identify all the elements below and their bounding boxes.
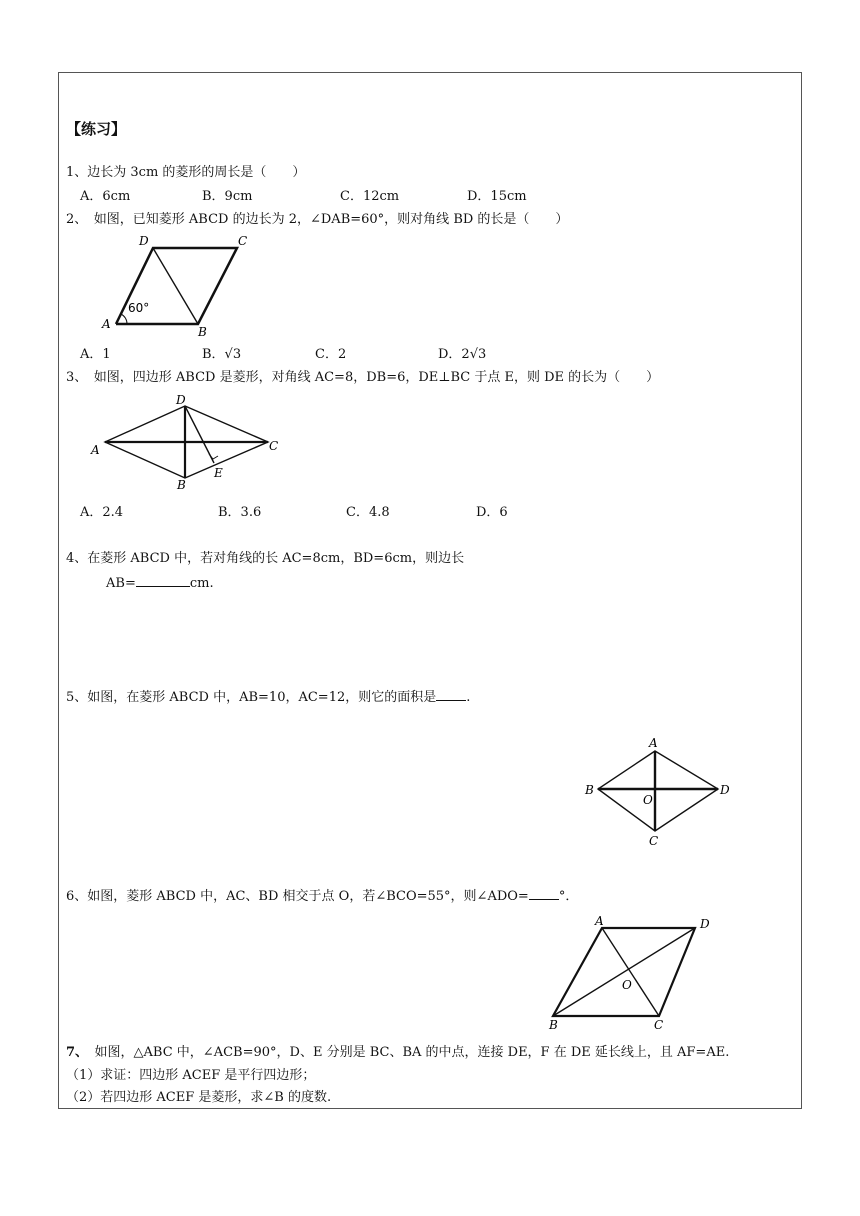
q5-label-b: B xyxy=(585,783,594,797)
q7-number: 7、 xyxy=(66,1045,82,1060)
q2-option-d: D．2√3 xyxy=(438,347,487,362)
q4-text: 4、在菱形 ABCD 中，若对角线的长 AC=8cm，BD=6cm，则边长 xyxy=(66,551,465,566)
q3-text: 3、 如图，四边形 ABCD 是菱形，对角线 AC=8，DB=6，DE⊥BC 于点 E，则 DE 的长为（ ） xyxy=(66,370,660,385)
q5-label-o: O xyxy=(643,793,653,807)
q6-diagonal-ac xyxy=(602,928,659,1016)
q7-text xyxy=(66,1045,729,1061)
q6-diagonal-bd xyxy=(553,928,695,1016)
q5-rhombus xyxy=(598,751,718,831)
q1-option-d: D．15cm xyxy=(467,189,527,204)
q6-label-a: A xyxy=(595,914,604,928)
q4-answer-blank[interactable] xyxy=(136,574,190,587)
q3-option-b: B．3.6 xyxy=(218,505,262,520)
q2-angle-label: 60° xyxy=(128,301,150,315)
q4-prefix: AB= xyxy=(106,576,136,591)
q6-label-d: D xyxy=(700,917,710,931)
q6-suffix: °． xyxy=(558,889,579,904)
q2-angle-arc xyxy=(121,314,127,324)
q2-option-b: B．√3 xyxy=(202,347,242,362)
q5-label-a: A xyxy=(649,736,658,750)
q2-label-c: C xyxy=(238,234,248,248)
q2-label-a: A xyxy=(102,317,111,331)
q3-option-c: C．4.8 xyxy=(346,505,390,520)
q5-answer-blank[interactable] xyxy=(436,688,466,701)
q6-answer-blank[interactable] xyxy=(529,887,559,900)
q5-figure xyxy=(582,737,742,852)
q7-statement: 如图，△ABC 中，∠ACB=90°，D、E 分别是 BC、BA 的中点，连接 DE，F 在 DE 延长线上，且 AF=AE. xyxy=(81,1045,730,1060)
q3-option-a: A．2.4 xyxy=(80,505,124,520)
q1-option-a: A．6cm xyxy=(80,189,131,204)
q1-option-b: B．9cm xyxy=(202,189,253,204)
q5-prefix: 5、如图，在菱形 ABCD 中，AB=10，AC=12，则它的面积是 xyxy=(66,690,437,705)
section-title: 【练习】 xyxy=(66,120,127,138)
q2-figure xyxy=(100,232,260,340)
q2-label-b: B xyxy=(198,325,207,339)
q3-label-e: E xyxy=(214,466,223,480)
q4-answer-line xyxy=(106,574,214,592)
q3-option-d: D．6 xyxy=(476,505,508,520)
q2-option-a: A．1 xyxy=(80,347,111,362)
q3-label-a: A xyxy=(91,443,100,457)
q3-label-c: C xyxy=(269,439,279,453)
q3-label-b: B xyxy=(177,478,186,492)
q2-text: 2、 如图，已知菱形 ABCD 的边长为 2，∠DAB=60°，则对角线 BD 的长是（ ） xyxy=(66,212,569,227)
q5-label-c: C xyxy=(649,834,659,848)
q2-option-c: C．2 xyxy=(315,347,347,362)
q3-figure xyxy=(88,392,293,496)
q5-suffix: . xyxy=(466,690,471,705)
q6-label-b: B xyxy=(549,1018,558,1032)
q2-diagonal-bd xyxy=(153,248,198,324)
q2-label-d: D xyxy=(139,234,149,248)
q4-suffix: cm. xyxy=(189,576,214,591)
q1-option-c: C．12cm xyxy=(340,189,400,204)
q6-figure xyxy=(540,908,720,1033)
q3-label-d: D xyxy=(176,393,186,407)
q6-text xyxy=(66,887,578,905)
q6-label-c: C xyxy=(654,1018,664,1032)
q7-part1: （1）求证：四边形 ACEF 是平行四边形； xyxy=(66,1068,316,1083)
q6-label-o: O xyxy=(622,978,632,992)
q6-prefix: 6、如图，菱形 ABCD 中，AC、BD 相交于点 O，若∠BCO=55°，则∠ADO= xyxy=(66,889,529,904)
q1-text: 1、边长为 3cm 的菱形的周长是（ ） xyxy=(66,165,306,180)
q5-label-d: D xyxy=(720,783,730,797)
q5-text xyxy=(66,688,470,706)
q7-part2: （2）若四边形 ACEF 是菱形，求∠B 的度数. xyxy=(66,1090,332,1105)
